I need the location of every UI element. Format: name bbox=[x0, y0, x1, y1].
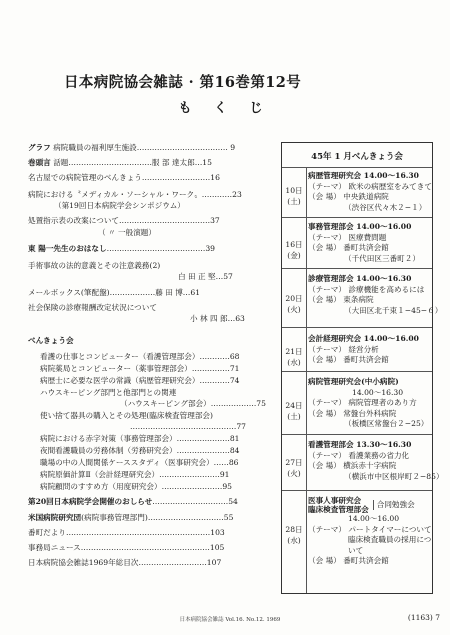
event-details: 病院管理研究会(中小病院) 14.00〜16.30 （テーマ） 病院管理者のあり方 （会 場） 常盤台外科病院 （板橋区常盤台２−25） bbox=[308, 377, 429, 429]
toc-heading: も く じ bbox=[178, 101, 272, 116]
toc-entry[interactable]: メールボックス(筆配盤)………………藤 田 博…61 bbox=[28, 288, 201, 297]
toc-entry[interactable]: 病院における赤字対策（事務管理部会）…………………81 bbox=[40, 434, 240, 443]
toc-entry[interactable]: 病院薬局とコンピューター（薬事管理部会）……………71 bbox=[40, 364, 240, 373]
toc-entry-note: ……………………………………77 bbox=[130, 422, 246, 431]
toc-entry[interactable]: 病院原価計算Ⅱ（会計経理研究会）……………………91 bbox=[40, 470, 230, 479]
event-details: 病歴管理研究会 14.00〜16.30 （テーマ） 欧米の病歴室をみてきて （会 場） 中央鉄道病院 （渋谷区代々木２−１） bbox=[308, 171, 432, 212]
schedule-title: 45年 1 月べんきょう会 bbox=[311, 152, 403, 162]
schedule-box bbox=[281, 142, 444, 594]
toc-entry[interactable]: 手術事故の法的意義とその注意義務(2) bbox=[28, 261, 161, 270]
toc-entry-note: （第19回日本病院学会シンポジウム） bbox=[54, 201, 185, 210]
toc-entry[interactable]: 夜間看護職員の労務体制（労務研究会）…………………84 bbox=[40, 446, 240, 455]
event-details: 事務管理部会 14.00〜16.00 （テーマ） 医療費問題 （会 場） 番町共済会館 （千代田区三番町２） bbox=[308, 222, 420, 263]
toc-section-benkyokai: べんきょう会 bbox=[28, 336, 74, 345]
toc-entry[interactable]: 看護の仕事とコンピューター（看護管理部会）…………68 bbox=[40, 352, 240, 361]
toc-entry-note: （ 〃 一般演題） bbox=[98, 228, 156, 237]
event-details: 看護管理部会 13.30〜16.30 （テーマ） 看護業務の省力化 （会 場） 横浜赤十字病院 （横浜市中区根岸町２−85） bbox=[308, 440, 444, 481]
toc-entry[interactable]: 事務局ニュース……………………………………………105 bbox=[28, 543, 225, 552]
event-details: 医事人事研究会 臨床検査管理部会 合同勉強会 14.00〜16.00 （テーマ） パートタイマーについて 臨床検査職員の採用につ いて （会 場） 番町共済会館 bbox=[308, 496, 432, 566]
event-day: 24日 (土) bbox=[285, 401, 303, 421]
event-day: 27日 (火) bbox=[285, 458, 303, 478]
event-day: 10日 (土) bbox=[285, 186, 303, 206]
toc-entry[interactable]: 病院における〝メディカル・ソーシャル・ワーク〟…………23 bbox=[28, 190, 242, 199]
toc-entry-lecture[interactable]: 東 陽一先生のおはなし…………………………………39 bbox=[28, 244, 215, 253]
event-day: 20日 (火) bbox=[285, 294, 303, 314]
toc-entry-foreword[interactable]: 巻頭言 話題……………………………服 部 達太郎…15 bbox=[28, 158, 212, 167]
toc-entry-graph[interactable]: グラフ 病院職員の福利厚生施設……………………………… 9 bbox=[28, 143, 236, 152]
toc-entry-study-group[interactable]: 米国病院研究団(病院事務管理部門)…………………………55 bbox=[28, 513, 234, 522]
toc-entry[interactable]: ハウスキーピング部門と他部門との関連 bbox=[40, 388, 177, 397]
toc-entry[interactable]: 処置指示表の改案について………………………………37 bbox=[28, 216, 220, 225]
event-day: 16日 (金) bbox=[285, 240, 303, 260]
event-day: 21日 (水) bbox=[285, 347, 303, 367]
toc-entry[interactable]: 名古屋での病院管理のべんきょう………………………16 bbox=[28, 173, 220, 182]
toc-entry[interactable]: 日本病院協会雑誌1969年総目次………………………107 bbox=[28, 558, 222, 567]
event-details: 会計経理研究会 14.00〜16.00 （テーマ） 経営分析 （会 場） 番町共済会館 bbox=[308, 334, 419, 365]
toc-entry-congress[interactable]: 第20回日本病院学会開催のおしらせ…………………………54 bbox=[28, 497, 238, 506]
footer-journal-info: 日本病院協会雑誌 Vol.16. No.12. 1969 bbox=[179, 617, 281, 623]
toc-entry-author: 小 林 四 郎…63 bbox=[190, 314, 245, 323]
journal-title: 日本病院協会雑誌 · 第16巻第12号 bbox=[64, 74, 302, 91]
toc-entry[interactable]: 職場の中の人間関係ケーススタディ（医事研究会）……86 bbox=[40, 458, 239, 467]
toc-entry-note: （ハウスキーピング部会）………………75 bbox=[120, 399, 266, 408]
toc-entry[interactable]: 番町だより…………………………………………………103 bbox=[28, 528, 225, 537]
toc-entry-author: 白 田 正 堅…57 bbox=[178, 272, 233, 281]
toc-entry[interactable]: 社会保険の診療報酬改定状況について bbox=[28, 303, 157, 312]
event-day: 28日 (水) bbox=[285, 525, 303, 545]
toc-entry[interactable]: 病院顧問のすすめ方（用度研究会）……………………95 bbox=[40, 482, 232, 491]
toc-entry[interactable]: 病歴士に必要な医学の常識（病歴管理研究会）…………74 bbox=[40, 376, 240, 385]
toc-entry[interactable]: 使い捨て器具の購入とその処理(臨床検査管理部会) bbox=[40, 411, 213, 420]
event-details: 診療管理部会 14.00〜16.30 （テーマ） 診療機能を高めるには （会 場） 東条病院 （大田区北千束１−45−６） bbox=[308, 274, 443, 315]
page-number: (1163) 7 bbox=[407, 613, 440, 622]
